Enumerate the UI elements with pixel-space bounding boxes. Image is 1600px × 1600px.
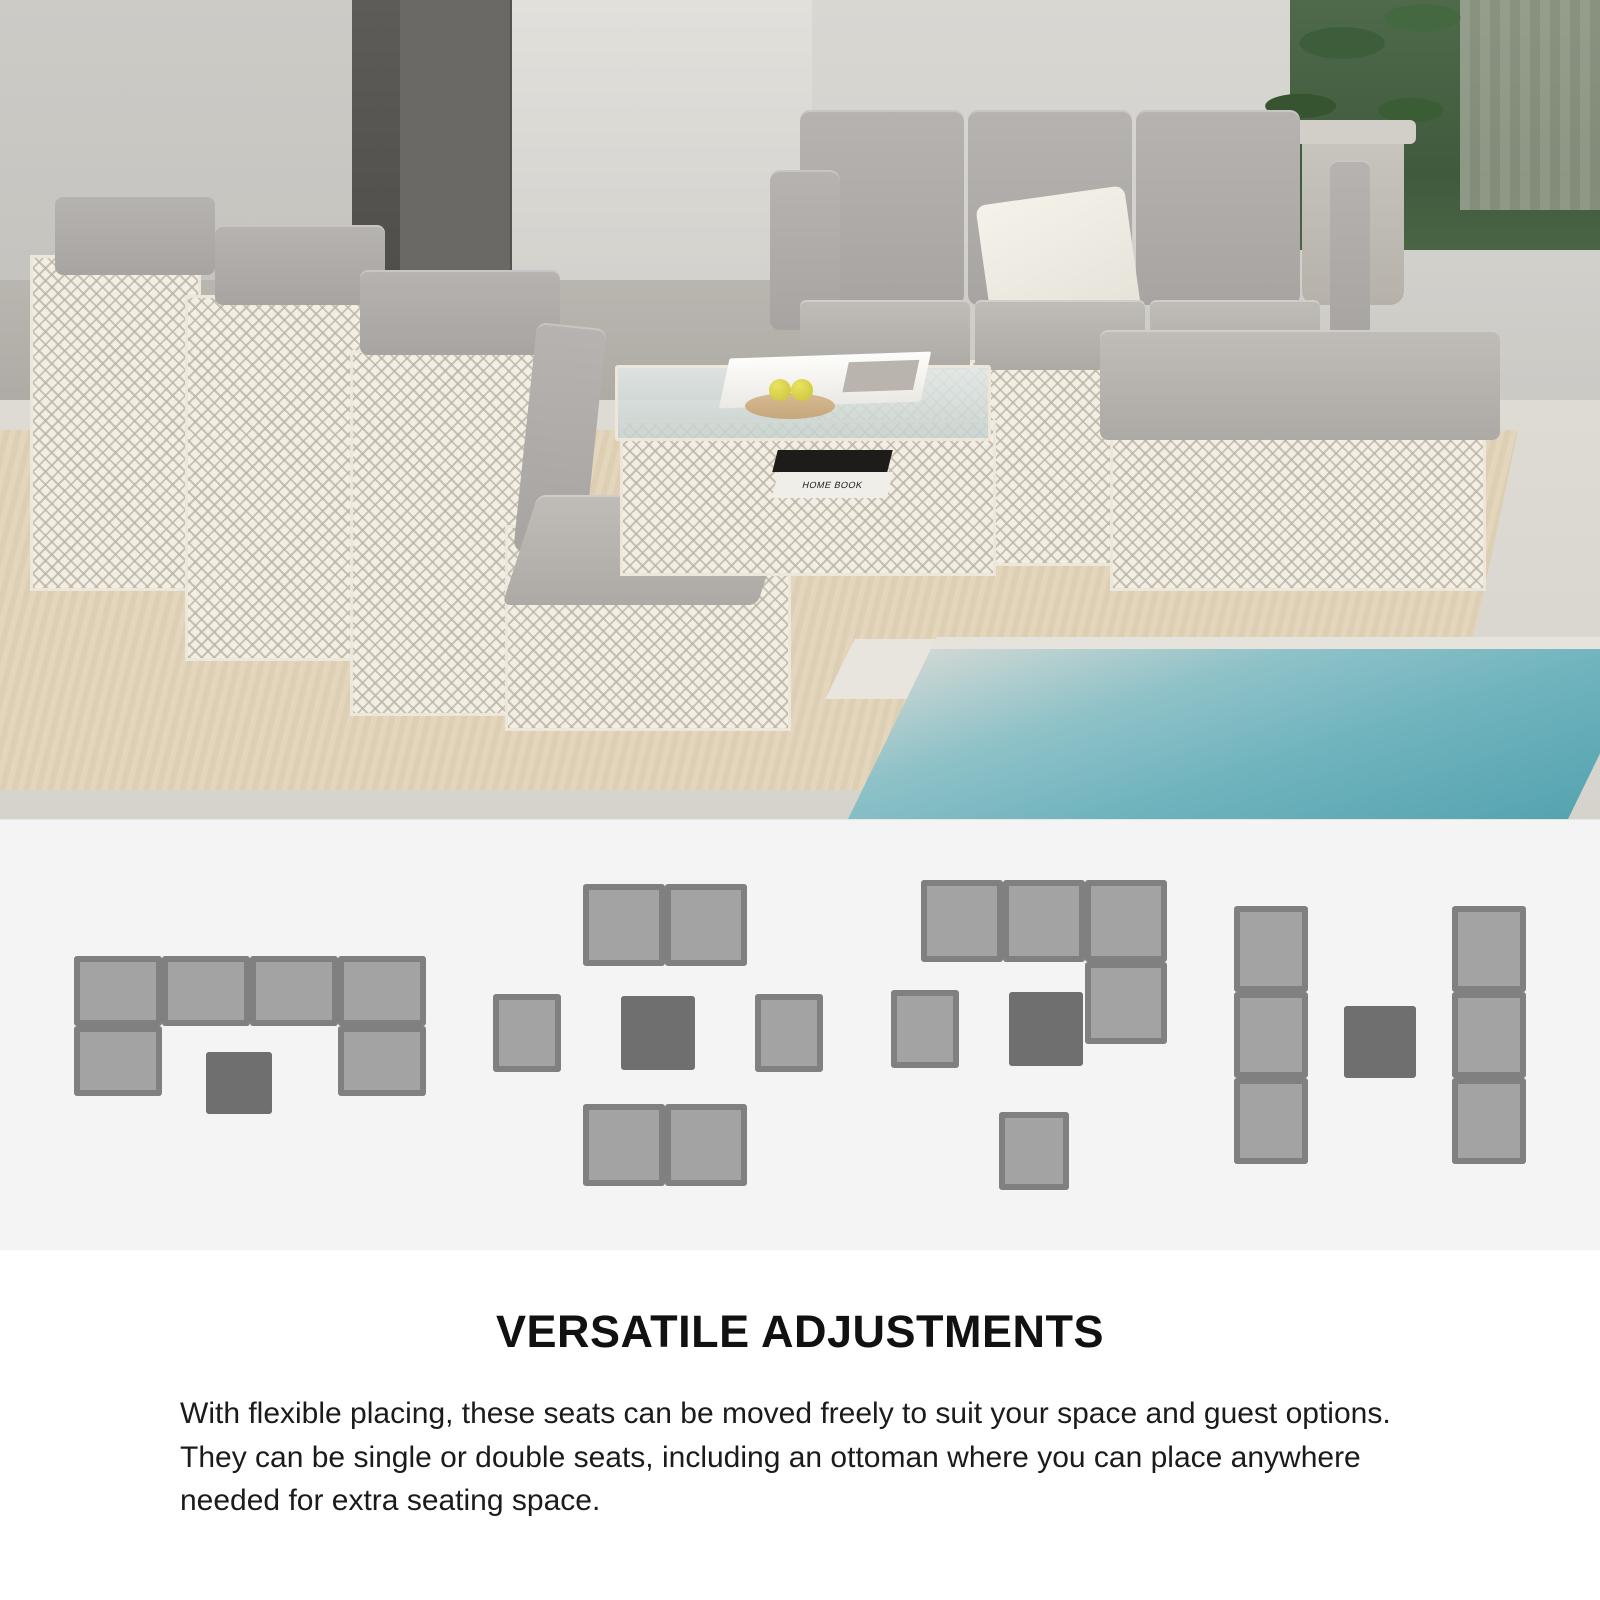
layout-options (0, 820, 1600, 1250)
layout-module-seat (1234, 1078, 1308, 1164)
layout-parallel-rows-layout (1234, 906, 1526, 1164)
layout-module-ottoman (621, 996, 695, 1070)
layout-cross-layout (493, 884, 823, 1186)
layout-module-seat (338, 956, 426, 1026)
layout-module-seat (1452, 1078, 1526, 1164)
left-module-frame (30, 255, 201, 591)
swimming-pool (843, 637, 1600, 819)
ottoman-frame (1110, 425, 1486, 591)
apple (791, 379, 813, 401)
layout-module-seat (338, 1026, 426, 1096)
layout-l-shape-layout (891, 880, 1167, 1190)
apple (769, 379, 791, 401)
book-bottom-label: HOME BOOK (772, 472, 893, 498)
body-text: With flexible placing, these seats can be moved freely to suit your space and guest options. They can be single or double seats, including an ottoman where you can place anywhere needed for extra seating space. (180, 1397, 1391, 1518)
fence-slats (1460, 0, 1600, 210)
copy-section (0, 1250, 1600, 1600)
layout-module-seat (1234, 992, 1308, 1078)
back-cushion (55, 195, 215, 275)
layout-module-seat (162, 956, 250, 1026)
layout-module-ottoman (206, 1052, 272, 1114)
layout-module-seat (74, 956, 162, 1026)
layout-module-seat (583, 884, 665, 966)
layout-module-seat (665, 1104, 747, 1186)
left-module-frame (185, 295, 371, 661)
layout-module-seat (1085, 880, 1167, 962)
ottoman-cushion (1100, 330, 1500, 440)
layout-module-seat (1085, 962, 1167, 1044)
layout-module-seat (1452, 992, 1526, 1078)
layout-u-shape-layout (74, 956, 426, 1114)
magazine-photo (842, 360, 919, 392)
back-cushion (360, 270, 560, 355)
layout-module-seat (583, 1104, 665, 1186)
layout-module-seat (74, 1026, 162, 1096)
layout-module-seat (921, 880, 1003, 962)
layout-module-seat (1003, 880, 1085, 962)
layout-module-seat (1452, 906, 1526, 992)
layout-module-seat (999, 1112, 1069, 1190)
layout-module-seat (250, 956, 338, 1026)
layout-module-ottoman (1344, 1006, 1416, 1078)
bolster-cushion-right (1330, 160, 1370, 340)
layout-module-seat (665, 884, 747, 966)
coffee-table (615, 365, 1005, 580)
book-stack (775, 450, 890, 512)
page-title: VERSATILE ADJUSTMENTS (495, 1306, 1105, 1358)
book-top (772, 450, 892, 472)
layout-diagram-section (0, 819, 1600, 1250)
layout-module-seat (493, 994, 561, 1072)
layout-module-seat (891, 990, 959, 1068)
layout-module-seat (755, 994, 823, 1072)
fruit-tray (745, 393, 835, 419)
layout-module-seat (1234, 906, 1308, 992)
right-ottoman (1100, 330, 1500, 590)
layout-module-ottoman (1009, 992, 1083, 1066)
back-cushion (1136, 110, 1300, 305)
